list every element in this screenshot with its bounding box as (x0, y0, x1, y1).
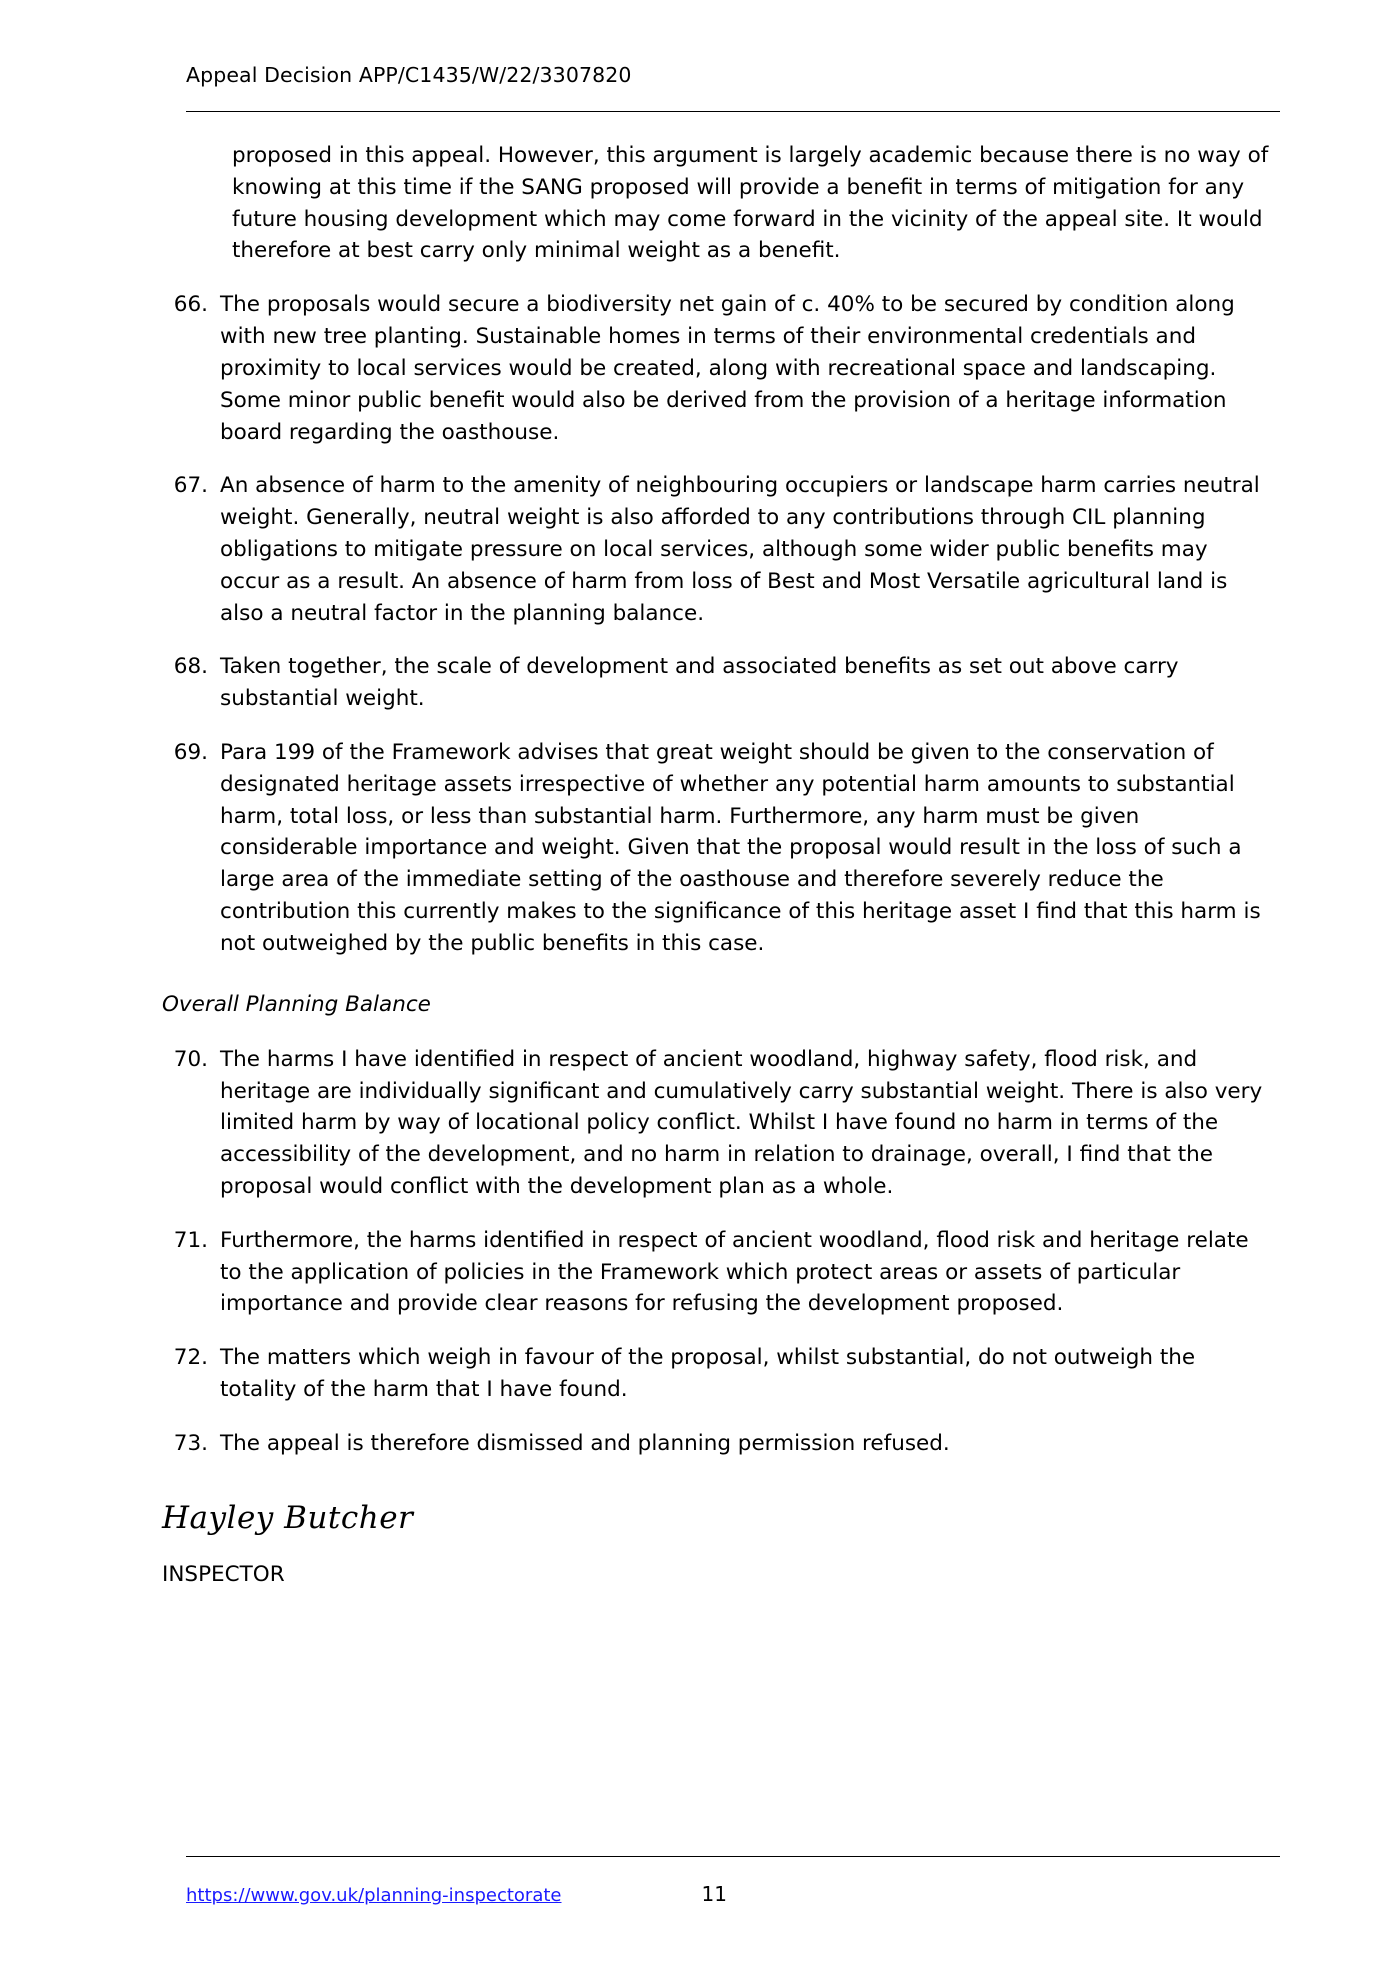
inspector-signature: Hayley Butcher (162, 1499, 414, 1536)
paragraph-text: Para 199 of the Framework advises that great weight should be given to the conservation of designated heritage assets irrespective of whether any potential harm amounts to substantial harm, total loss, or less than substantial harm. Furthermore, any harm must be given considerable importance and weight. Given that the proposal would result in the loss of such a large area of the immediate setting of the oasthouse and therefore severely reduce the contribution this currently makes to the significance of this heritage asset I find that this harm is not outweighed by the public benefits in this case. (220, 740, 1261, 956)
page-footer (186, 1882, 1280, 1906)
page-number: 11 (701, 1882, 727, 1906)
paragraph-71 (162, 1225, 1272, 1320)
paragraph-66 (162, 289, 1272, 448)
header-divider (186, 111, 1280, 112)
paragraph-67 (162, 470, 1272, 629)
paragraph-text: Furthermore, the harms identified in respect of ancient woodland, flood risk and heritage relate to the application of policies in the Framework which protect areas or assets of particular importance and provide clear reasons for refusing the development proposed. (220, 1227, 1249, 1317)
paragraph-73 (162, 1428, 1272, 1460)
document-body (162, 140, 1272, 1597)
paragraph-number: 66. (173, 292, 208, 318)
paragraph-72 (162, 1342, 1272, 1406)
paragraph-text: The matters which weigh in favour of the proposal, whilst substantial, do not outweigh the totality of the harm that I have found. (220, 1345, 1196, 1403)
paragraph-number: 67. (173, 473, 208, 499)
inspector-role-label: INSPECTOR (162, 1561, 285, 1587)
paragraph-text: An absence of harm to the amenity of neighbouring occupiers or landscape harm carries neutral weight. Generally, neutral weight is also afforded to any contributions through CIL planning obligations to mitigate pressure on local services, although some wider public benefits may occur as a result. An absence of harm from loss of Best and Most Versatile agricultural land is also a neutral factor in the planning balance. (220, 473, 1260, 626)
paragraph-text: proposed in this appeal. However, this argument is largely academic because there is no way of knowing at this time if the SANG proposed will provide a benefit in terms of mitigation for any future housing development which may come forward in the vicinity of the appeal site. It would therefore at best carry only minimal weight as a benefit. (232, 143, 1269, 264)
page-header (186, 62, 1280, 89)
paragraph-69 (162, 737, 1272, 960)
paragraph-text: The proposals would secure a biodiversity net gain of c. 40% to be secured by condition along with new tree planting. Sustainable homes in terms of their environmental credentials and proximity to local services would be created, along with recreational space and landscaping. Some minor public benefit would also be derived from the provision of a heritage information board regarding the oasthouse. (220, 292, 1235, 445)
paragraph-number: 70. (173, 1046, 208, 1072)
appeal-reference: Appeal Decision APP/C1435/W/22/3307820 (186, 63, 632, 87)
paragraph-number: 71. (173, 1227, 208, 1253)
paragraph-text: The appeal is therefore dismissed and planning permission refused. (220, 1430, 950, 1456)
paragraph-text: The harms I have identified in respect of ancient woodland, highway safety, flood risk, and heritage are individually significant and cumulatively carry substantial weight. There is also very limited harm by way of locational policy conflict. Whilst I have found no harm in terms of the accessibility of the development, and no harm in relation to drainage, overall, I find that the proposal would conflict with the development plan as a whole. (220, 1046, 1263, 1200)
paragraph-continuation (162, 140, 1272, 267)
footer-divider (186, 1856, 1280, 1857)
paragraph-number: 69. (173, 740, 208, 765)
planning-inspectorate-link[interactable]: https://www.gov.uk/planning-inspectorate (186, 1885, 562, 1906)
paragraph-number: 72. (173, 1345, 208, 1371)
section-heading-overall-planning-balance: Overall Planning Balance (162, 991, 431, 1017)
paragraph-70 (162, 1044, 1272, 1203)
paragraph-text: Taken together, the scale of development and associated benefits as set out above carry substantial weight. (220, 654, 1179, 712)
paragraph-number: 68. (173, 654, 208, 680)
paragraph-number: 73. (173, 1430, 208, 1456)
paragraph-68 (162, 651, 1272, 715)
